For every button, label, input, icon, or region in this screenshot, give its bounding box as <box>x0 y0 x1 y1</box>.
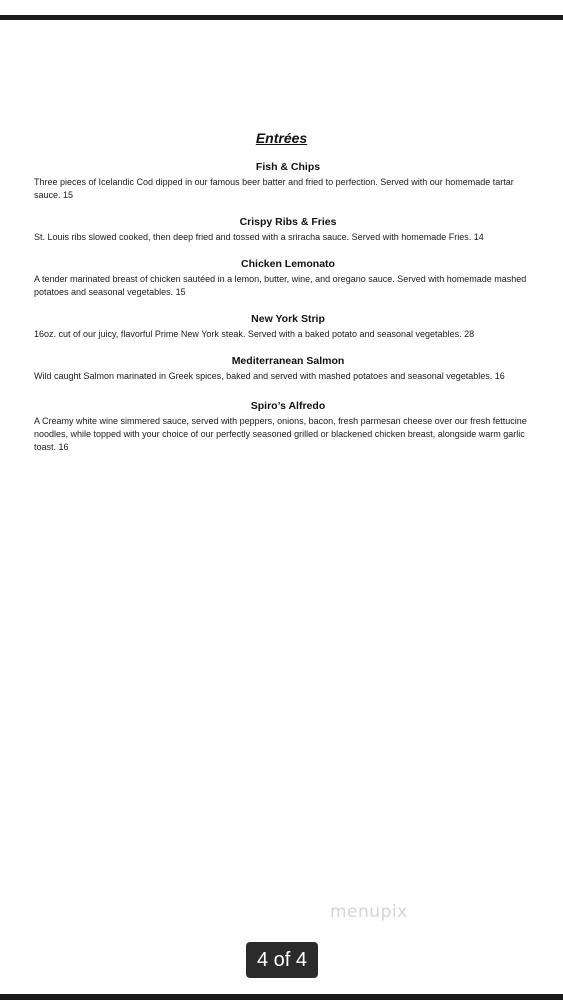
page-indicator: 4 of 4 <box>246 942 318 978</box>
menu-item-description: 16oz. cut of our juicy, flavorful Prime New York steak. Served with a baked potato and seasonal vegetables. 28 <box>34 329 475 339</box>
menu-item-name: Crispy Ribs & Fries <box>239 216 337 228</box>
bottom-bar <box>0 994 563 1000</box>
menu-item-description: A Creamy white wine simmered sauce, served with peppers, onions, bacon, fresh parmesan cheese over our fresh fettucine noodles, while topped with your choice of our perfectly seasoned grilled or blackened chicken breast, alongside warm garlic toast. 16 <box>34 416 527 452</box>
page-title: Entrées <box>255 130 308 146</box>
menu-item-chicken-lemonato <box>34 257 542 299</box>
menu-item-name: Mediterranean Salmon <box>231 355 345 367</box>
menu-item-name: Spiro’s Alfredo <box>250 400 326 412</box>
menu-item-fish-chips <box>34 160 542 202</box>
top-bar <box>0 0 563 20</box>
menu-item-description: Three pieces of Icelandic Cod dipped in our famous beer batter and fried to perfection. Served with our homemade tartar sauce. 15 <box>34 177 514 200</box>
menu-item-spiros-alfredo <box>34 399 542 454</box>
watermark-logo: menupix <box>330 902 408 922</box>
menu-item-crispy-ribs <box>34 215 542 244</box>
menu-list <box>34 160 542 467</box>
menu-item-name: New York Strip <box>251 313 325 325</box>
menu-item-name: Fish & Chips <box>255 161 321 173</box>
menu-item-name: Chicken Lemonato <box>241 258 335 270</box>
menu-item-mediterranean-salmon <box>34 354 542 383</box>
menu-item-description: Wild caught Salmon marinated in Greek spices, baked and served with mashed potatoes and seasonal vegetables. 16 <box>34 371 505 381</box>
menu-item-description: St. Louis ribs slowed cooked, then deep fried and tossed with a sriracha sauce. Served with homemade Fries. 14 <box>34 232 484 242</box>
menu-item-new-york-strip <box>34 312 542 341</box>
menu-item-description: A tender marinated breast of chicken sautéed in a lemon, butter, wine, and oregano sauce. Served with homemade mashed potatoes and seasonal vegetables. 15 <box>34 274 527 297</box>
